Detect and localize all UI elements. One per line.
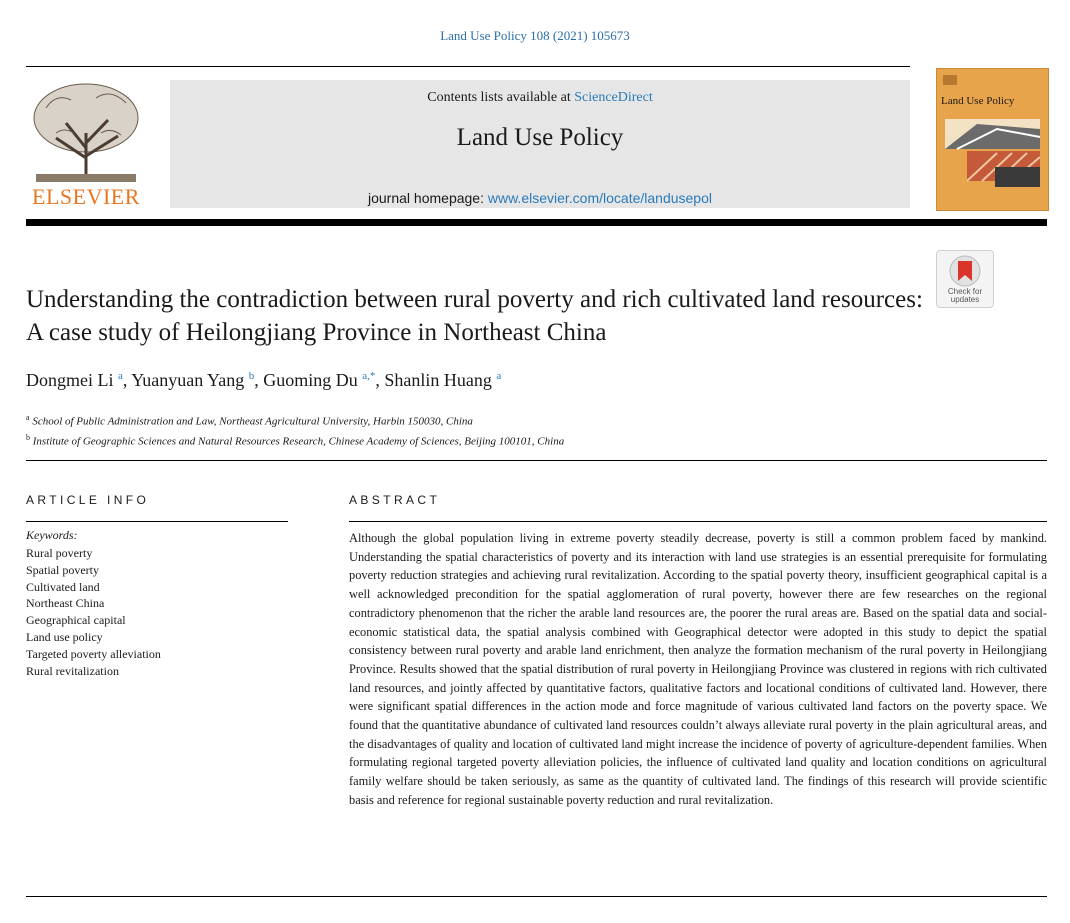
affiliation-item <box>26 430 564 450</box>
affiliations <box>26 410 564 449</box>
elsevier-tree-logo <box>26 78 146 186</box>
keyword-item[interactable]: Cultivated land <box>26 579 100 594</box>
affiliation-text: School of Public Administration and Law, Northeast Agricultural University, Harbin 150030, China <box>32 415 473 428</box>
journal-masthead <box>170 80 910 208</box>
footer-rule <box>26 896 1047 897</box>
article-info-rule <box>26 521 288 522</box>
abstract-text: Although the global population living in extreme poverty steadily decrease, poverty is still a common problem faced by mankind. Understanding the spatial characteristics of poverty and its interaction with land use strategies is an essential prerequisite for formulating poverty reduction strategies and achieving rural revitalization. According to the spatial poverty theory, insufficient geographical capital is a well acknowledged precondition for the spatial agglomeration of rural poverty, however there are few researches on the regional contradictory phenomenon that the richer the arable land resources are, the poorer the rural areas are. Based on the spatial data and social-economic statistical data, the spatial analysis combined with Geographical detector were adopted in this study to depict the spatial consistency between rural poverty and arable land enrichment, then analyze the formation mechanism of the rural poverty in Heilongjiang Province. Results showed that the spatial distribution of rural poverty in Heilongjiang Province was clustered in regions with rich cultivated land resources, and jointly affected by quantitative factors, qualitative factors and locational conditions of cultivated land. However, there were significant spatial differences in the action mode and force magnitude of various cultivated land factors on the poverty space. We found that the quantitative abundance of cultivated land resources couldn’t always alleviate rural poverty in the plain agricultural areas, and the disadvantages of quality and location of cultivated land might increase the incidence of poverty of agriculture-dependent families. When formulating regional targeted poverty alleviation policies, the influence of cultivated land quality and location conditions on agricultural family welfare should be taken seriously, as same as the quantity of cultivated land. The findings of this research will provide scientific basis and reference for regional sustainable poverty reduction and rural revitalization. <box>349 531 1047 807</box>
journal-title[interactable]: Land Use Policy <box>456 124 624 151</box>
elsevier-wordmark: ELSEVIER <box>32 184 140 209</box>
author-affiliation-link[interactable]: a <box>118 370 123 382</box>
header-rule <box>26 66 910 67</box>
contents-prefix: Contents lists available at <box>427 90 575 105</box>
keyword-item[interactable]: Rural revitalization <box>26 663 119 678</box>
keyword-item[interactable]: Land use policy <box>26 629 103 644</box>
cover-decoration <box>937 69 1048 210</box>
affiliation-item <box>26 410 564 430</box>
check-updates-line2: updates <box>950 295 980 304</box>
journal-homepage-link[interactable]: www.elsevier.com/locate/landusepol <box>487 190 712 206</box>
check-for-updates-button[interactable] <box>936 250 994 308</box>
article-title: Understanding the contradiction between rural poverty and rich cultivated land resources: A case study of Heilongjiang Province in Northeast China <box>26 286 923 346</box>
author-affiliation-link[interactable]: b <box>248 370 255 382</box>
affiliation-text: Institute of Geographic Sciences and Natural Resources Research, Chinese Academy of Sciences, Beijing 100101, China <box>32 435 565 448</box>
keyword-item[interactable]: Northeast China <box>26 596 105 611</box>
author-name[interactable]: Dongmei Li <box>26 370 114 390</box>
affiliation-marker: b <box>26 432 30 442</box>
abstract-rule <box>349 521 1047 522</box>
homepage-prefix: journal homepage: <box>368 190 488 206</box>
check-updates-label <box>937 288 993 304</box>
sciencedirect-link[interactable]: ScienceDirect <box>574 90 653 105</box>
keywords-list <box>26 545 161 679</box>
author-affiliation-link[interactable]: a <box>496 370 502 382</box>
keyword-item[interactable]: Rural poverty <box>26 546 93 560</box>
check-updates-line1: Check for <box>947 287 983 296</box>
keyword-item[interactable]: Spatial poverty <box>26 562 99 577</box>
author-affiliation-link[interactable]: a,* <box>362 370 376 382</box>
abstract-heading: ABSTRACT <box>349 493 441 507</box>
section-rule <box>26 460 1047 461</box>
journal-citation[interactable]: Land Use Policy 108 (2021) 105673 <box>440 28 630 43</box>
affiliation-marker: a <box>26 413 30 422</box>
keywords-label: Keywords: <box>26 528 78 542</box>
masthead-thick-rule <box>26 219 1047 226</box>
homepage-line <box>170 190 910 206</box>
journal-cover[interactable] <box>936 68 1049 211</box>
author-name[interactable]: Yuanyuan Yang <box>131 370 245 390</box>
article-info-heading: ARTICLE INFO <box>26 493 150 507</box>
contents-line <box>170 90 910 106</box>
cover-title: Land Use Policy <box>941 95 1015 107</box>
author-list: Dongmei Li $^a$, Yuanyuan Yang $^b$, Guoming Du $^{a,*}$, Shanlin Huang $^a$ <box>26 370 502 390</box>
author-name[interactable]: Shanlin Huang <box>384 370 492 390</box>
keyword-item[interactable]: Geographical capital <box>26 613 126 628</box>
elsevier-logo[interactable] <box>26 78 146 210</box>
keyword-item[interactable]: Targeted poverty alleviation <box>26 646 161 661</box>
author-name[interactable]: Guoming Du <box>263 370 358 390</box>
